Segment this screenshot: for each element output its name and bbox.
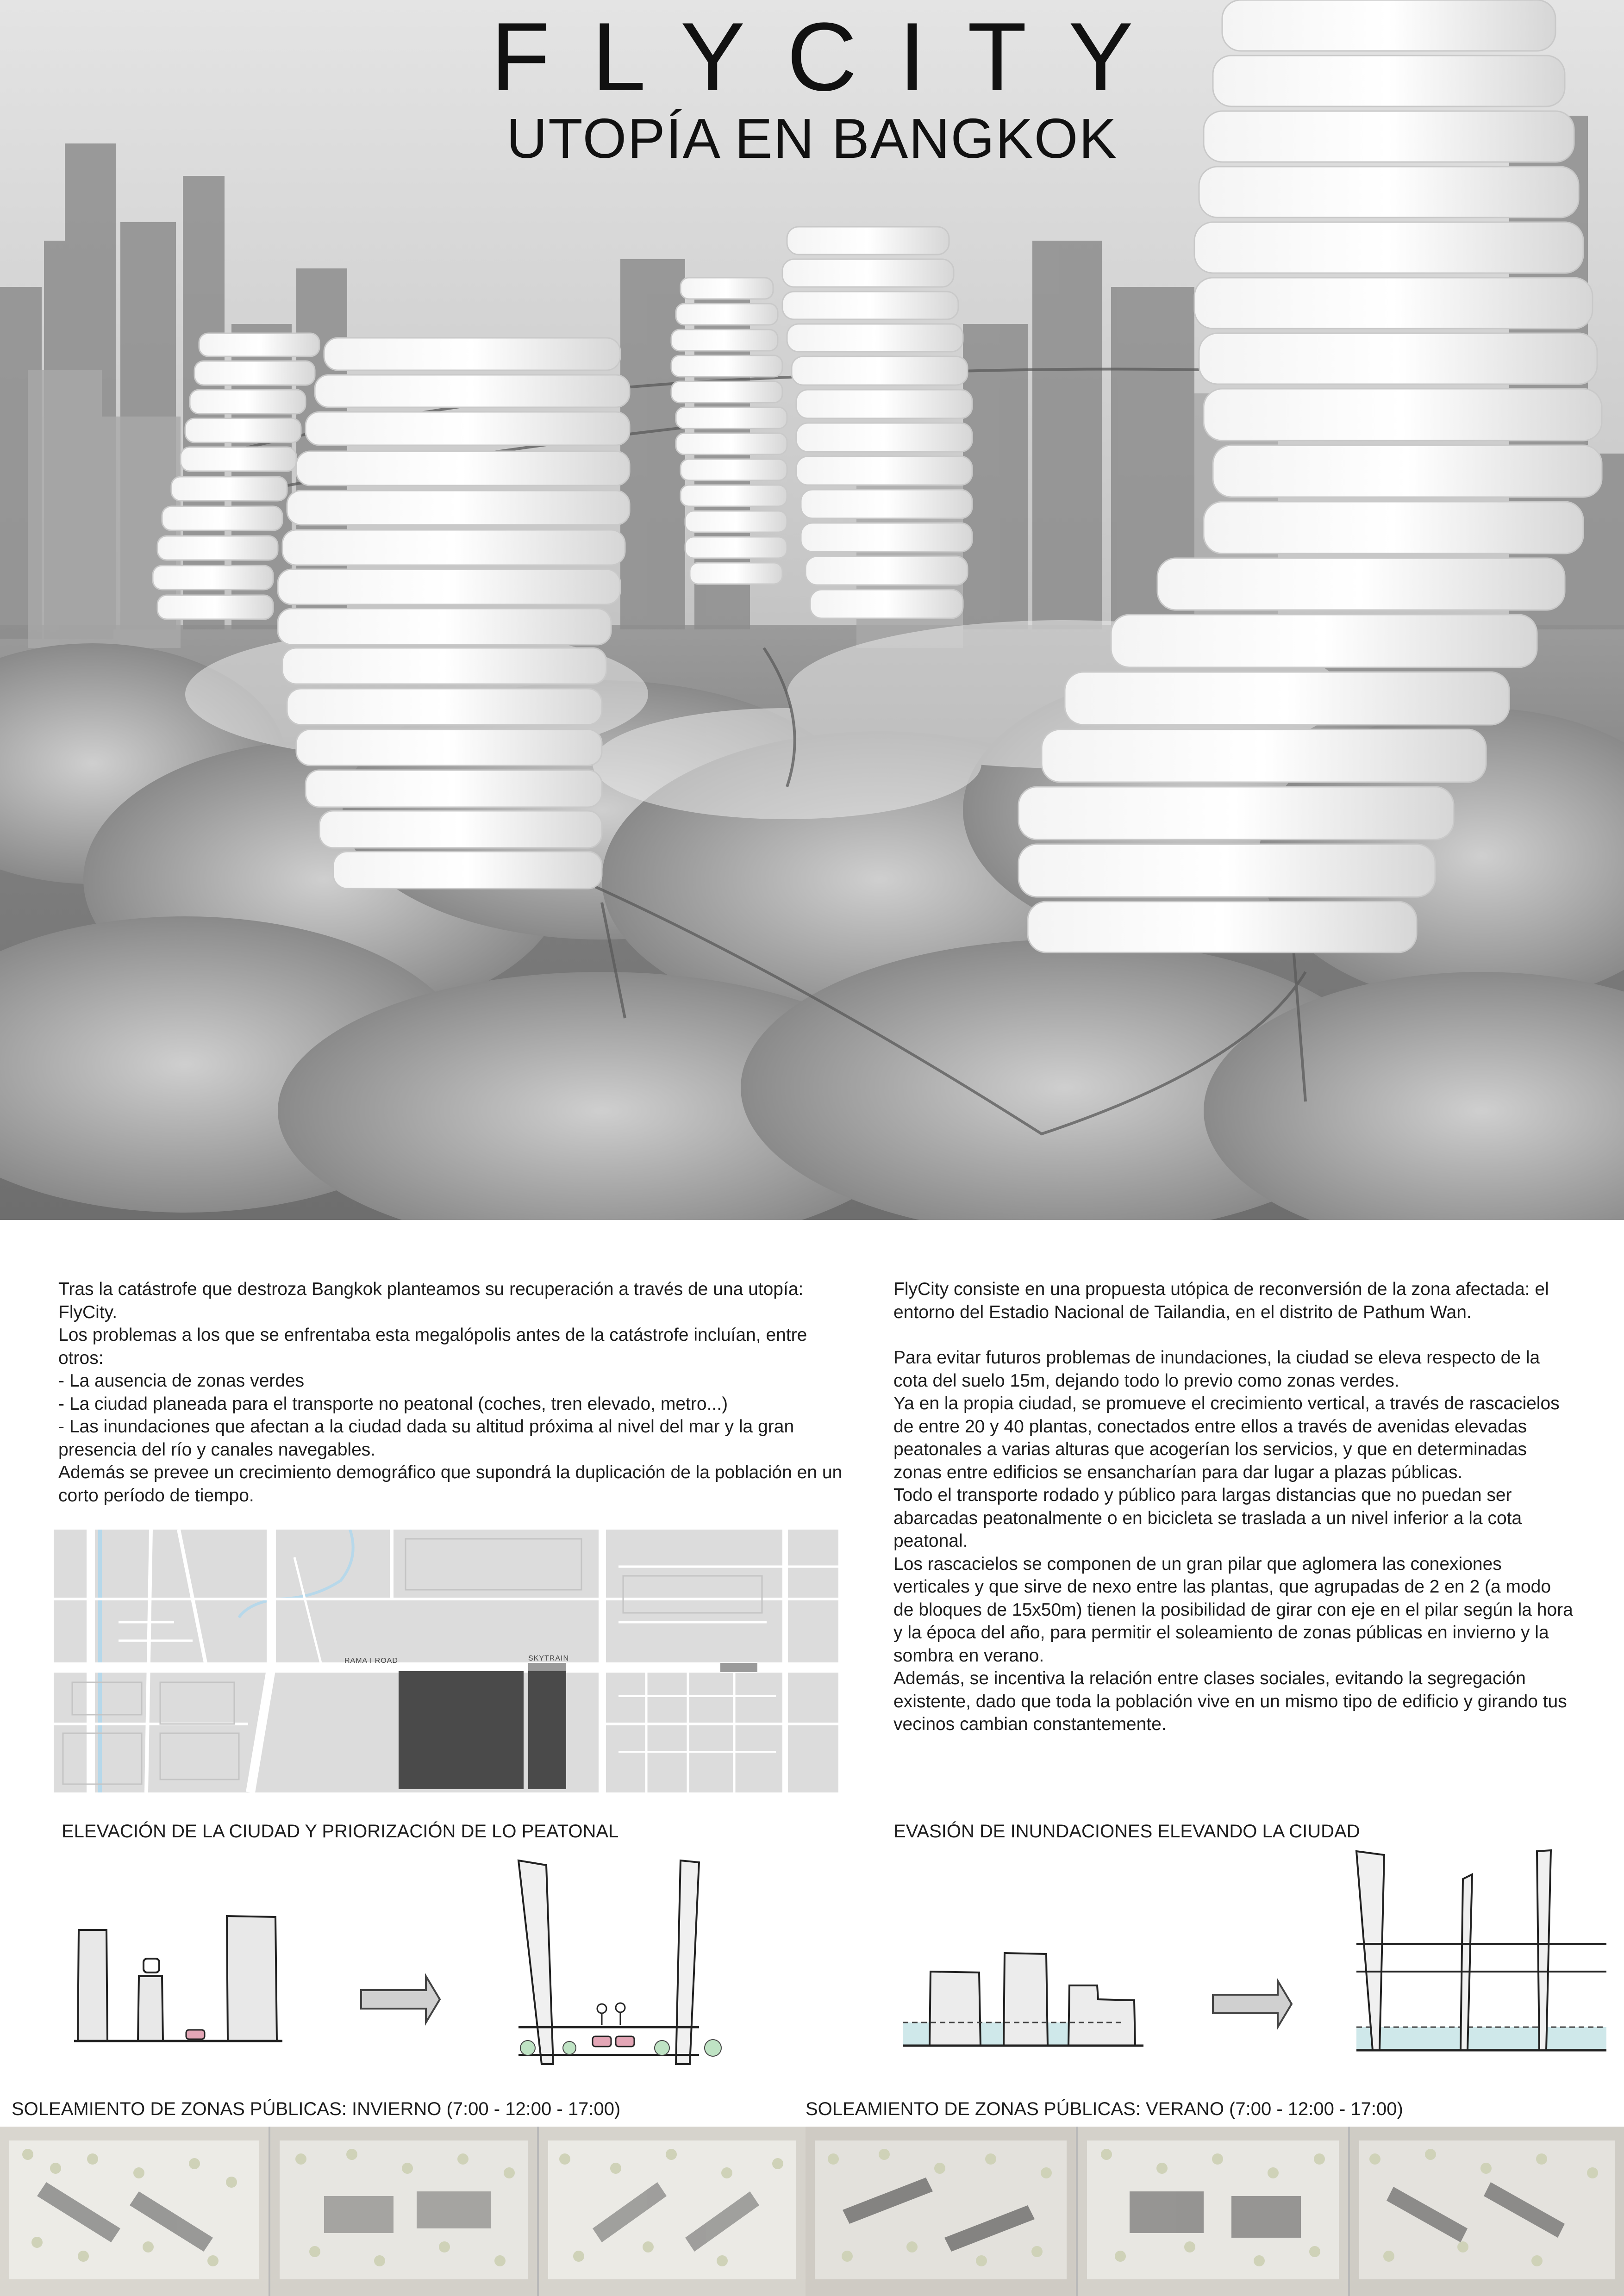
intro-right-text (893, 1278, 1574, 1736)
text-line: - Las inundaciones que afectan a la ciudad dada su altitud próxima al nivel del mar y la gran presencia del río y canales navegables. (58, 1417, 794, 1460)
summer-heading: SOLEAMIENTO DE ZONAS PÚBLICAS: VERANO (7:00 - 12:00 - 17:00) (806, 2099, 1403, 2119)
text-line: Los problemas a los que se enfrentaba esta megalópolis antes de la catástrofe incluían, entre otros: (58, 1325, 807, 1368)
text-line: Tras la catástrofe que destroza Bangkok planteamos su recuperación a través de una utopía: FlyCity. (58, 1279, 804, 1322)
text-line: Para evitar futuros problemas de inundaciones, la ciudad se eleva respecto de la cota del suelo 15m, dejando todo lo previo como zonas verdes. (893, 1348, 1540, 1391)
intro-left-text (58, 1278, 845, 1507)
model-photo (1078, 2127, 1348, 2296)
poster-title: FLYCITY (491, 2, 1175, 111)
model-photo (1350, 2127, 1624, 2296)
elevation-heading: ELEVACIÓN DE LA CIUDAD Y PRIORIZACIÓN DE LO PEATONAL (62, 1821, 619, 1842)
arrow-icon (1213, 1981, 1292, 2027)
text-line: - La ausencia de zonas verdes (58, 1371, 305, 1391)
text-line: FlyCity consiste en una propuesta utópica de reconversión de la zona afectada: el entorno del Estadio Nacional de Tailandia, en el distrito de Pathum Wan. (893, 1279, 1549, 1322)
poster-subtitle: UTOPÍA EN BANGKOK (506, 107, 1118, 170)
winter-model-photos (0, 2127, 806, 2296)
summer-model-photos (806, 2127, 1624, 2296)
flood-heading: EVASIÓN DE INUNDACIONES ELEVANDO LA CIUDAD (893, 1821, 1360, 1842)
site-map-drawing (54, 1530, 838, 1792)
paragraph-gap (893, 1324, 1574, 1346)
text-line: - La ciudad planeada para el transporte no peatonal (coches, tren elevado, metro...) (58, 1394, 728, 1414)
text-line: Ya en la propia ciudad, se promueve el crecimiento vertical, a través de rascacielos de entre 20 y 40 plantas, conectados entre ellos a través de avenidas elevadas peatonales a varias alturas que acogerían los servicios, y que en determinadas zonas entre edificios se ensancharían para dar lugar a plazas públicas. (893, 1394, 1560, 1482)
flood-diagram (893, 1833, 1616, 2069)
text-line: Todo el transporte rodado y público para largas distancias que no puedan ser abarcadas peatonalmente o en bicicleta se traslada a un nivel inferior a la cota peatonal. (893, 1485, 1522, 1551)
text-line: Además se prevee un crecimiento demográfico que supondrá la duplicación de la población en un corto período de tiempo. (58, 1462, 843, 1506)
model-photo (539, 2127, 806, 2296)
site-map (54, 1530, 838, 1792)
road-label: RAMA I ROAD (344, 1657, 398, 1665)
model-photo (0, 2127, 269, 2296)
model-photo (806, 2127, 1076, 2296)
station-label: SKYTRAIN (528, 1655, 569, 1662)
winter-heading: SOLEAMIENTO DE ZONAS PÚBLICAS: INVIERNO (7:00 - 12:00 - 17:00) (12, 2099, 621, 2119)
text-line: Los rascacielos se componen de un gran pilar que aglomera las conexiones verticales y que sirve de nexo entre las plantas, que agrupadas de 2 en 2 (a modo de bloques de 15x50m) tienen la posibilidad de girar con eje en el pilar según la hora y la época del año, para permitir el soleamiento de zonas públicas en invierno y la sombra en verano. (893, 1554, 1573, 1666)
summer-photo-strip (806, 2127, 1624, 2296)
winter-photo-strip (0, 2127, 806, 2296)
arrow-icon (361, 1976, 440, 2022)
model-photo (270, 2127, 537, 2296)
elevation-diagram (60, 1851, 755, 2069)
text-line: Además, se incentiva la relación entre clases sociales, evitando la segregación existente, dado que toda la población vive en un mismo tipo de edificio y girando tus vecinos cambian constantemente. (893, 1668, 1567, 1734)
